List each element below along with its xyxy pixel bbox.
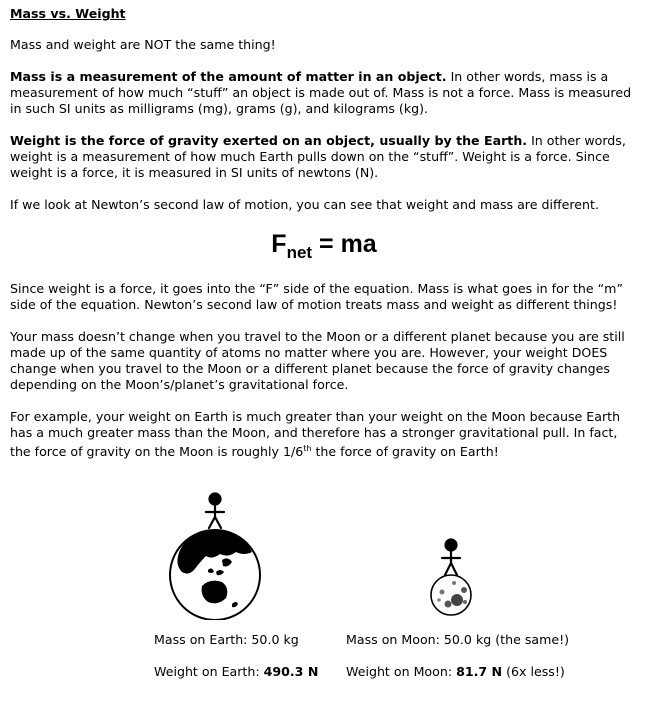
mass-explanation: In other words, mass is a measurement of how much “stuff” an object is made out of. Mass is not a force. Mass is measured in such SI units as milligrams (mg), grams (g), and kilograms (kg). [10, 69, 632, 116]
moon-weight-value: 81.7 N [456, 664, 503, 679]
document-page [10, 6, 638, 476]
weight-paragraph [10, 133, 638, 181]
equation-f: F [271, 230, 287, 258]
earth-weight-prefix: Weight on Earth: [154, 664, 264, 679]
stick-figure-icon [442, 540, 460, 576]
example-text-after: the force of gravity on Earth! [311, 444, 499, 460]
example-text-before: For example, your weight on Earth is much greater than your weight on the Moon because Earth has a much greater mass than the Moon, and therefore has a stronger gravitational pull. In fact, the force of gravity on the Moon is roughly 1/6 [10, 409, 621, 460]
moon-weight-prefix: Weight on Moon: [346, 664, 457, 679]
moon-mass-label: Mass on Moon: 50.0 kg (the same!) [346, 632, 570, 647]
earth-weight-value: 490.3 N [263, 664, 319, 679]
newton-paragraph: If we look at Newton’s second law of motion, you can see that weight and mass are different. [10, 197, 599, 212]
mass-paragraph [10, 69, 638, 117]
weight-explanation: In other words, weight is a measurement of how much Earth pulls down on the “stuff”. Weight is a force. Since weight is a force, it is measured in SI units of newtons (N). [10, 133, 626, 180]
moon-weight-suffix: (6x less!) [502, 664, 565, 679]
earth-globe-icon [170, 530, 260, 620]
intro-paragraph: Mass and weight are NOT the same thing! [10, 37, 276, 52]
equation-paragraph: Since weight is a force, it goes into the “F” side of the equation. Mass is what goes in for the “m” side of the equation. Newton’s second law of motion treats mass and weight as different things! [10, 281, 623, 312]
mass-definition: Mass is a measurement of the amount of matter in an object. [10, 69, 447, 84]
moon-figure [420, 536, 480, 618]
equation-rest: = ma [312, 230, 377, 258]
weight-definition: Weight is the force of gravity exerted on an object, usually by the Earth. [10, 133, 528, 148]
illustration-area [0, 486, 656, 718]
equation [10, 229, 638, 262]
example-paragraph [10, 409, 638, 460]
moon-change-paragraph: Your mass doesn’t change when you travel to the Moon or a different planet because you are still made up of the same quantity of atoms no matter where you are. However, your weight DOES change when you travel to the Moon or a different planet because the force of gravity changes depending on the Moon’s/planet’s gravitational force. [10, 329, 625, 392]
moon-weight-label [346, 664, 565, 680]
equation-subscript: net [286, 243, 313, 262]
stick-figure-icon [206, 494, 224, 529]
earth-figure [166, 490, 264, 620]
example-superscript: th [303, 444, 312, 453]
page-title: Mass vs. Weight [10, 6, 126, 21]
earth-weight-label [154, 664, 318, 680]
earth-mass-label: Mass on Earth: 50.0 kg [154, 632, 299, 647]
moon-globe-icon [431, 575, 471, 615]
